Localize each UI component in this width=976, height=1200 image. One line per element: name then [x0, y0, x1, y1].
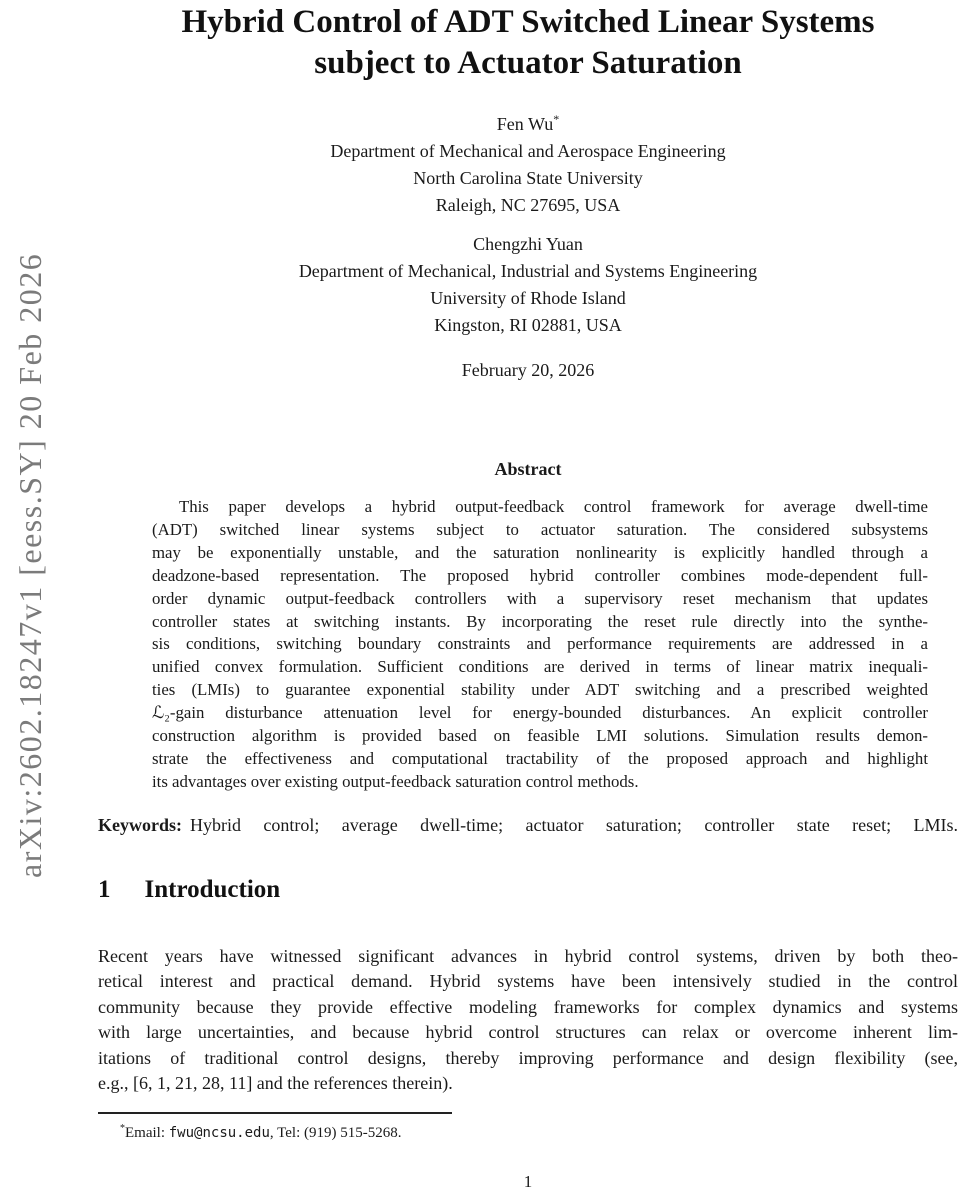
footnote-email: fwu@ncsu.edu — [168, 1125, 270, 1141]
footnote-label: Email: — [125, 1125, 165, 1141]
keywords-label: Keywords: — [98, 815, 182, 835]
abstract-line: deadzone-based representation. The proposed hybrid controller combines mode-dependent full- — [152, 565, 928, 585]
footnote-rest: , Tel: (919) 515-5268. — [269, 1125, 402, 1141]
author-1-name-text: Fen Wu — [496, 114, 554, 134]
paper-title — [98, 2, 958, 84]
author-2-name — [98, 226, 958, 258]
keywords-text: Hybrid control; average dwell-time; actuator saturation; controller state reset; LMIs. — [190, 815, 958, 835]
author-block-2 — [98, 226, 958, 339]
author-2-affiliation-line2: University of Rhode Island — [430, 288, 626, 308]
abstract-line: sis conditions, switching boundary constraints and performance requirements are addressed in a — [152, 634, 928, 654]
intro-line: community because they provide effective modeling frameworks for complex dynamics and systems — [98, 996, 958, 1017]
section-number: 1 — [98, 876, 111, 903]
author-1-footnote-mark: * — [553, 112, 560, 126]
author-block-1 — [98, 106, 958, 219]
arxiv-watermark: arXiv:2602.18247v1 [eess.SY] 20 Feb 2026 — [12, 252, 48, 878]
abstract-line: controller states at switching instants. By incorporating the reset rule directly into the synthe- — [152, 611, 928, 631]
abstract-line: order dynamic output-feedback controllers with a supervisory reset mechanism that updates — [152, 588, 928, 608]
abstract-line: construction algorithm is provided based on feasible LMI solutions. Simulation results demon- — [152, 726, 928, 746]
abstract-line: unified convex formulation. Sufficient conditions are derived in terms of linear matrix inequali- — [152, 657, 928, 677]
author-2-name-text: Chengzhi Yuan — [473, 234, 583, 254]
intro-line: retical interest and practical demand. Hybrid systems have been intensively studied in the control — [98, 971, 958, 992]
intro-line: e.g., [6, 1, 21, 28, 11] and the references therein). — [98, 1073, 453, 1094]
paper-date: February 20, 2026 — [461, 360, 595, 380]
abstract-line: ties (LMIs) to guarantee exponential stability under ADT switching and a prescribed weighted — [152, 680, 928, 700]
section-heading-introduction — [98, 876, 958, 904]
abstract-line: strate the effectiveness and computational tractability of the proposed approach and highlight — [152, 748, 928, 768]
footnote-rule — [98, 1112, 452, 1114]
introduction-paragraph — [98, 944, 958, 1096]
abstract-line: its advantages over existing output-feedback saturation control methods. — [152, 771, 639, 791]
abstract-line: may be exponentially unstable, and the saturation nonlinearity is explicitly handled through a — [152, 542, 928, 562]
paper-title-line1: Hybrid Control of ADT Switched Linear Systems — [181, 4, 875, 40]
abstract-heading: Abstract — [494, 459, 562, 479]
author-1-affiliation-line3: Raleigh, NC 27695, USA — [435, 195, 621, 215]
section-title: Introduction — [144, 876, 281, 903]
abstract-line: ℒ₂-gain disturbance attenuation level for energy-bounded disturbances. An explicit controller — [152, 703, 928, 723]
intro-line: with large uncertainties, and because hybrid control structures can relax or overcome inherent lim- — [98, 1022, 958, 1043]
author-1-name — [98, 106, 958, 138]
footnote-mark: * — [120, 1123, 125, 1134]
intro-line: Recent years have witnessed significant advances in hybrid control systems, driven by both theo- — [98, 946, 958, 966]
abstract-line: (ADT) switched linear systems subject to actuator saturation. The considered subsystems — [152, 519, 928, 539]
page-number: 1 — [523, 1172, 533, 1191]
author-1-affiliation-line1: Department of Mechanical and Aerospace Engineering — [330, 141, 726, 161]
author-1-affiliation-line2: North Carolina State University — [413, 168, 643, 188]
abstract-body — [152, 496, 928, 794]
abstract-line: This paper develops a hybrid output-feedback control framework for average dwell-time — [179, 497, 928, 516]
author-2-affiliation-line3: Kingston, RI 02881, USA — [434, 315, 622, 335]
intro-line: itations of traditional control designs, thereby improving performance and design flexibility (see, — [98, 1047, 958, 1068]
paper-title-line2: subject to Actuator Saturation — [314, 45, 742, 81]
footnote — [98, 1119, 958, 1143]
keywords-line — [98, 812, 958, 838]
author-2-affiliation-line1: Department of Mechanical, Industrial and Systems Engineering — [298, 261, 758, 281]
